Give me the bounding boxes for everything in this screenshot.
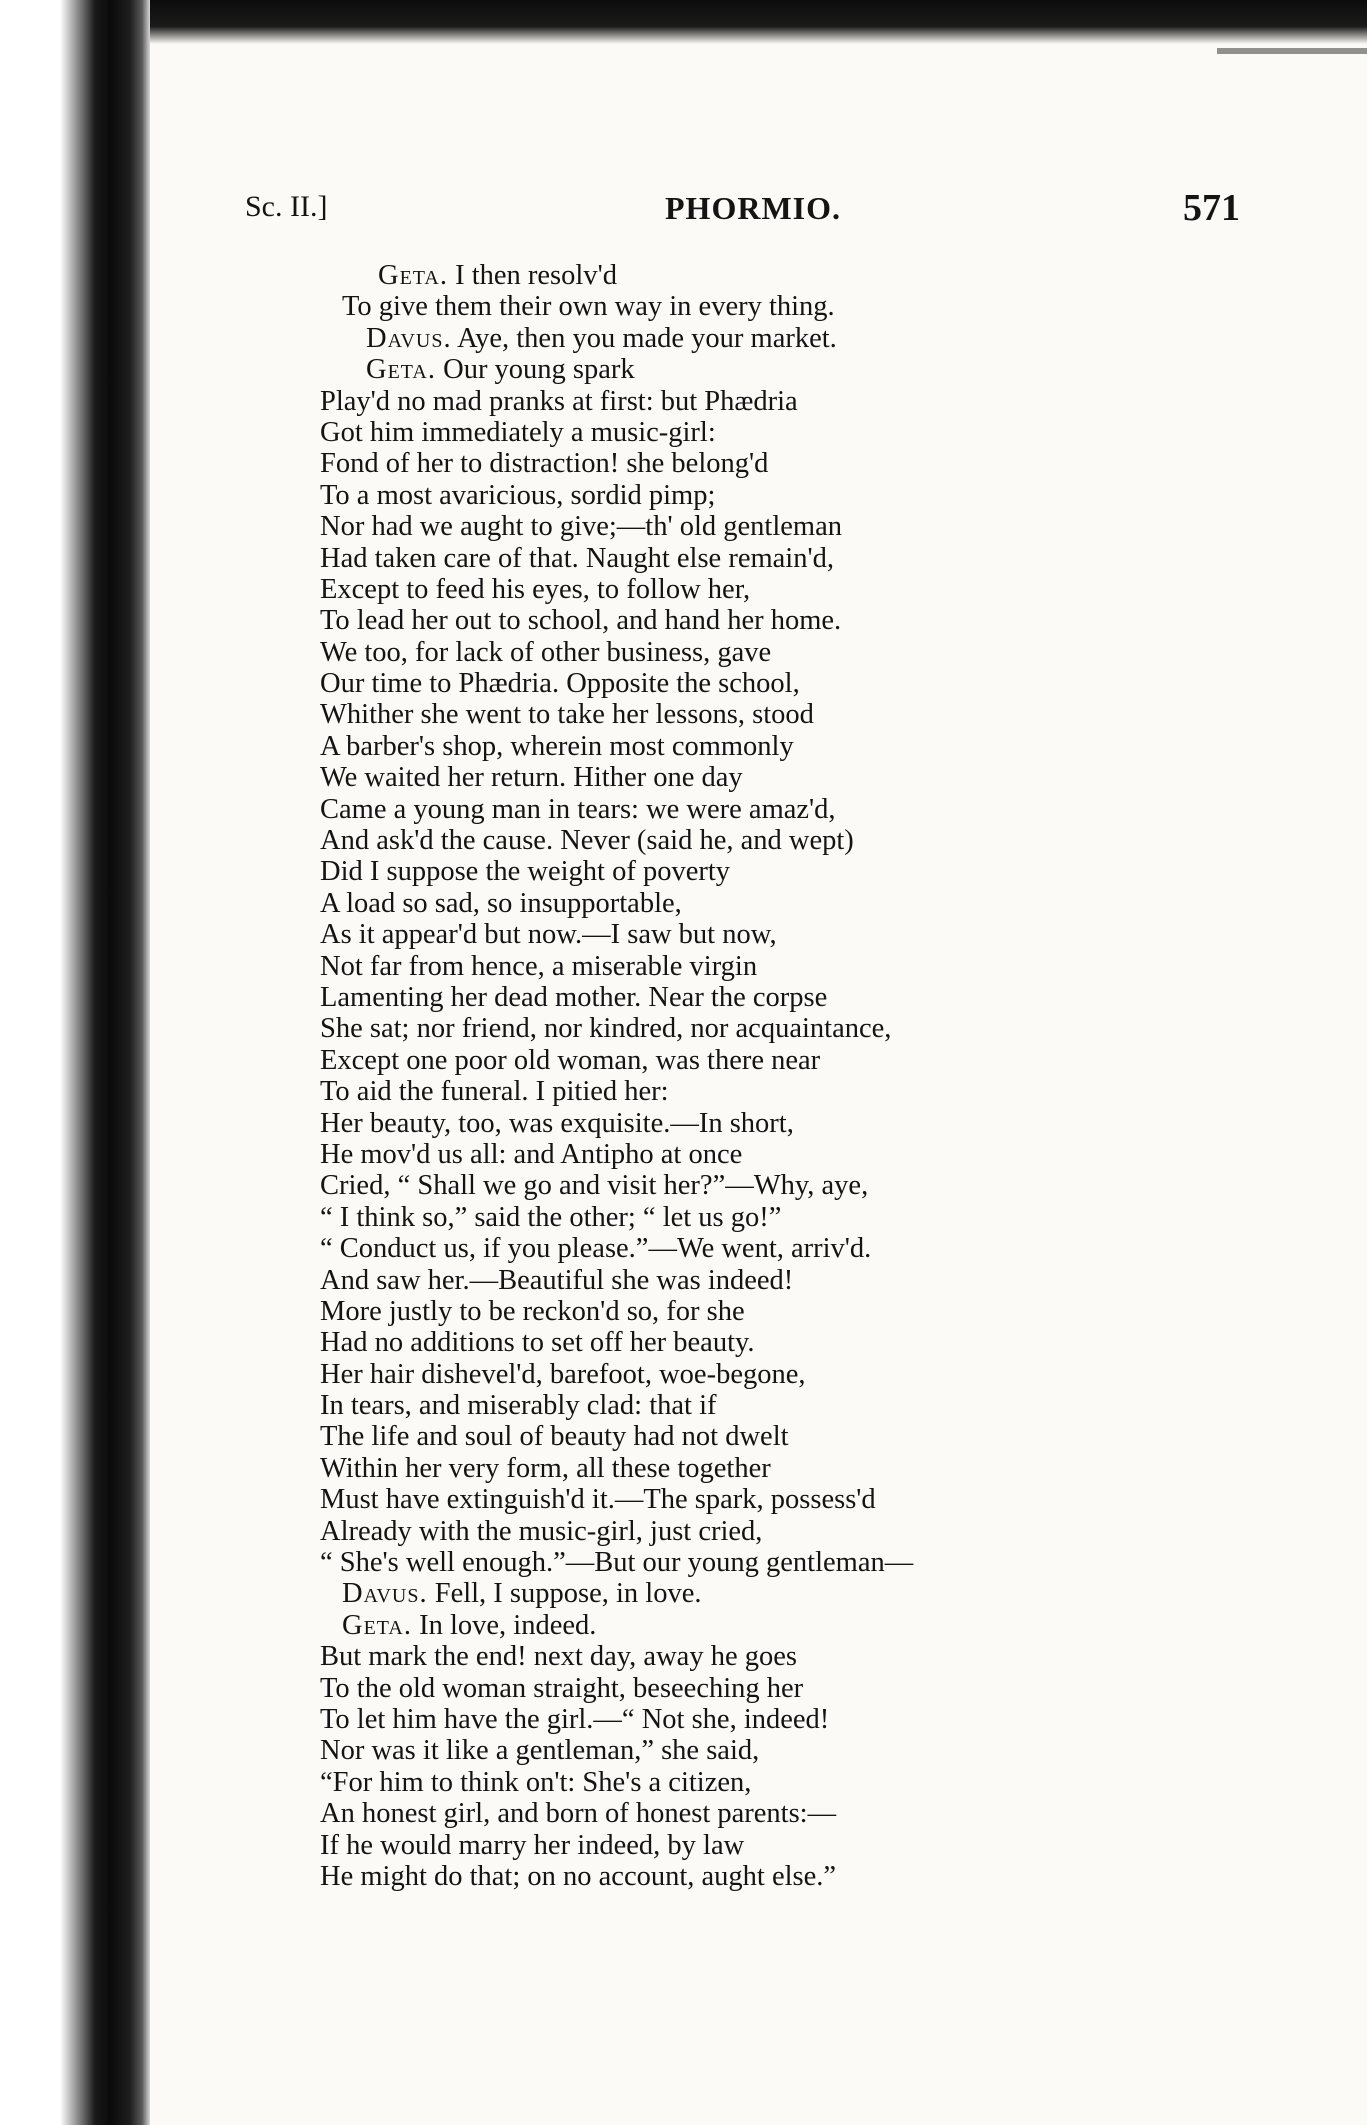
verse-line — [320, 825, 1320, 856]
verse-line — [320, 982, 1320, 1013]
verse-line — [320, 1830, 1320, 1861]
speaker-name: Davus. — [342, 1578, 428, 1610]
speech-text: Had no additions to set off her beauty. — [320, 1327, 755, 1359]
speech-text: An honest girl, and born of honest parents:— — [320, 1798, 837, 1830]
speech-text: If he would marry her indeed, by law — [320, 1829, 745, 1861]
speaker-name: Davus. — [366, 322, 452, 354]
speech-text: To a most avaricious, sordid pimp; — [320, 479, 716, 511]
verse-line — [320, 1421, 1320, 1452]
verse-line — [320, 1265, 1320, 1296]
verse-line — [320, 323, 1320, 354]
verse-line — [320, 1641, 1320, 1672]
running-header — [0, 186, 1367, 236]
speaker-name: Geta. — [378, 260, 448, 291]
speech-text: As it appear'd but now.—I saw but now, — [320, 919, 777, 951]
speech-text: And saw her.—Beautiful she was indeed! — [320, 1264, 794, 1296]
speech-text: Came a young man in tears: we were amaz'd, — [320, 793, 836, 825]
page-number: 571 — [1183, 187, 1240, 229]
verse-line — [320, 1704, 1320, 1735]
page-top-shadow — [150, 0, 1367, 44]
speech-text: Got him immediately a music-girl: — [320, 416, 716, 448]
speech-text: She sat; nor friend, nor kindred, nor acquaintance, — [320, 1013, 892, 1045]
verse-line — [320, 1327, 1320, 1358]
speech-text: Cried, “ Shall we go and visit her?”—Why, aye, — [320, 1170, 869, 1202]
speech-text: Fell, I suppose, in love. — [427, 1578, 702, 1610]
speech-text: To aid the funeral. I pitied her: — [320, 1076, 669, 1108]
verse-line — [320, 1547, 1320, 1578]
verse-line — [320, 1767, 1320, 1798]
speech-text: Nor had we aught to give;—th' old gentleman — [320, 511, 842, 543]
verse-line — [320, 386, 1320, 417]
speech-text: Whither she went to take her lessons, stood — [320, 699, 814, 731]
speech-text: Our time to Phædria. Opposite the school, — [320, 668, 800, 700]
verse-line — [320, 480, 1320, 511]
verse-line — [320, 888, 1320, 919]
speaker-name: Geta. — [342, 1609, 412, 1641]
verse-line — [320, 1108, 1320, 1139]
verse-line — [320, 1673, 1320, 1704]
verse-line — [320, 1798, 1320, 1829]
speech-text: Her hair dishevel'd, barefoot, woe-begone, — [320, 1358, 806, 1390]
verse-line — [320, 856, 1320, 887]
verse-line — [320, 1359, 1320, 1390]
verse-line — [320, 1390, 1320, 1421]
speech-text: In tears, and miserably clad: that if — [320, 1390, 717, 1422]
speech-text: To lead her out to school, and hand her home. — [320, 605, 842, 637]
speech-text: Nor was it like a gentleman,” she said, — [320, 1735, 760, 1767]
verse-line — [320, 260, 1320, 291]
verse-line — [320, 417, 1320, 448]
verse-line — [320, 951, 1320, 982]
speech-text: Lamenting her dead mother. Near the corpse — [320, 981, 828, 1013]
verse-line — [320, 354, 1320, 385]
speech-text: A load so sad, so insupportable, — [320, 887, 682, 919]
verse-line — [320, 1610, 1320, 1641]
speech-text: I then resolv'd — [447, 260, 617, 291]
verse-line — [320, 1233, 1320, 1264]
verse-line — [320, 1861, 1320, 1892]
speech-text: Had taken care of that. Naught else remain'd, — [320, 542, 834, 574]
verse-body — [320, 260, 1320, 1892]
speech-text: More justly to be reckon'd so, for she — [320, 1295, 745, 1327]
speech-text: Must have extinguish'd it.—The spark, possess'd — [320, 1484, 876, 1516]
verse-line — [320, 1735, 1320, 1766]
scene-label: Sc. II.] — [245, 190, 328, 223]
verse-line — [320, 1296, 1320, 1327]
speech-text: We waited her return. Hither one day — [320, 762, 743, 794]
speech-text: To give them their own way in every thing. — [342, 291, 835, 323]
verse-line — [320, 1139, 1320, 1170]
speech-text: “ She's well enough.”—But our young gentleman— — [320, 1547, 914, 1579]
verse-line — [320, 511, 1320, 542]
verse-line — [320, 291, 1320, 322]
speech-text: Except one poor old woman, was there near — [320, 1044, 821, 1076]
speech-text: He mov'd us all: and Antipho at once — [320, 1138, 743, 1170]
verse-line — [320, 731, 1320, 762]
speech-text: But mark the end! next day, away he goes — [320, 1641, 797, 1673]
verse-line — [320, 1170, 1320, 1201]
page-top-edge — [1217, 48, 1367, 54]
verse-line — [320, 668, 1320, 699]
speech-text: Already with the music-girl, just cried, — [320, 1515, 763, 1547]
speech-text: Within her very form, all these together — [320, 1452, 771, 1484]
speech-text: Did I suppose the weight of poverty — [320, 856, 731, 888]
speech-text: Her beauty, too, was exquisite.—In short, — [320, 1107, 794, 1139]
speech-text: “ I think so,” said the other; “ let us go!” — [320, 1201, 782, 1233]
speech-text: Our young spark — [435, 354, 635, 386]
verse-line — [320, 1516, 1320, 1547]
verse-line — [320, 1076, 1320, 1107]
verse-line — [320, 1484, 1320, 1515]
verse-line — [320, 637, 1320, 668]
speech-text: Except to feed his eyes, to follow her, — [320, 573, 751, 605]
verse-line — [320, 1045, 1320, 1076]
verse-line — [320, 605, 1320, 636]
verse-line — [320, 1013, 1320, 1044]
speech-text: And ask'd the cause. Never (said he, and wept) — [320, 825, 854, 857]
verse-line — [320, 1578, 1320, 1609]
speech-text: The life and soul of beauty had not dwelt — [320, 1421, 789, 1453]
verse-line — [320, 919, 1320, 950]
speech-text: He might do that; on no account, aught else.” — [320, 1860, 837, 1892]
speech-text: Aye, then you made your market. — [451, 322, 837, 354]
verse-line — [320, 448, 1320, 479]
speech-text: Not far from hence, a miserable virgin — [320, 950, 758, 982]
speaker-name: Geta. — [366, 354, 436, 386]
speech-text: “For him to think on't: She's a citizen, — [320, 1766, 752, 1798]
speech-text: We too, for lack of other business, gave — [320, 636, 772, 668]
speech-text: “ Conduct us, if you please.”—We went, arriv'd. — [320, 1233, 872, 1265]
speech-text: Fond of her to distraction! she belong'd — [320, 448, 769, 480]
verse-line — [320, 699, 1320, 730]
speech-text: In love, indeed. — [411, 1609, 597, 1641]
book-spine-shadow — [0, 0, 150, 2125]
verse-line — [320, 1453, 1320, 1484]
speech-text: Play'd no mad pranks at first: but Phædria — [320, 385, 798, 417]
verse-line — [320, 762, 1320, 793]
verse-line — [320, 794, 1320, 825]
speech-text: A barber's shop, wherein most commonly — [320, 730, 794, 762]
speech-text: To the old woman straight, beseeching her — [320, 1672, 804, 1704]
speech-text: To let him have the girl.—“ Not she, indeed! — [320, 1703, 830, 1735]
verse-line — [320, 543, 1320, 574]
running-title: PHORMIO. — [665, 190, 841, 226]
verse-line — [320, 574, 1320, 605]
verse-line — [320, 1202, 1320, 1233]
